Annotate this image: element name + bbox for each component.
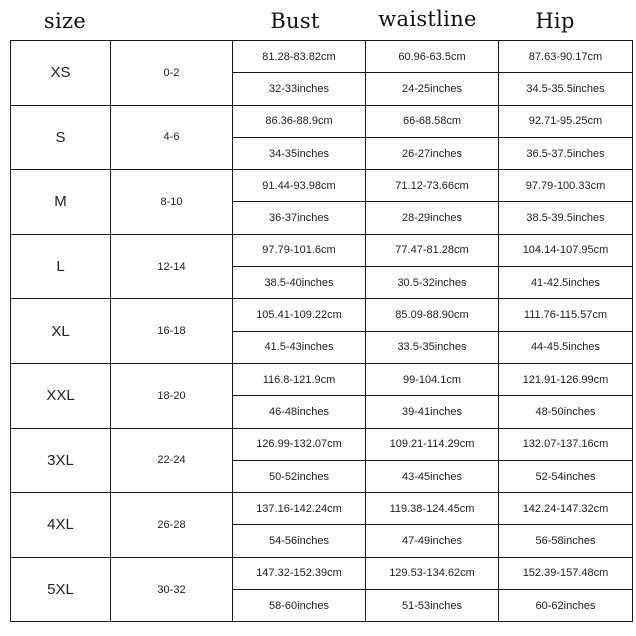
hip-cm: 87.63-90.17cm [499,41,633,73]
waist-cm: 66-68.58cm [366,105,499,137]
bust-inches: 50-52inches [233,460,366,492]
header-bust: Bust [270,9,320,33]
hip-cm: 121.91-126.99cm [499,363,633,395]
hip-cm: 92.71-95.25cm [499,105,633,137]
waist-inches: 24-25inches [366,73,499,105]
size-label: 5XL [11,557,111,622]
size-chart-body [11,41,633,622]
waist-inches: 43-45inches [366,460,499,492]
size-chart-table [10,40,633,622]
waist-cm: 77.47-81.28cm [366,234,499,266]
bust-cm: 91.44-93.98cm [233,170,366,202]
size-row [11,428,633,460]
size-label: 3XL [11,428,111,493]
bust-inches: 46-48inches [233,396,366,428]
age-range: 22-24 [111,428,233,493]
waist-inches: 33.5-35inches [366,331,499,363]
header-size: size [43,9,87,33]
age-range: 26-28 [111,493,233,558]
bust-cm: 147.32-152.39cm [233,557,366,589]
size-row [11,363,633,395]
hip-inches: 48-50inches [499,396,633,428]
size-row [11,170,633,202]
size-row [11,493,633,525]
size-row [11,299,633,331]
bust-inches: 54-56inches [233,525,366,557]
age-range: 12-14 [111,234,233,299]
waist-inches: 39-41inches [366,396,499,428]
hip-cm: 111.76-115.57cm [499,299,633,331]
age-range: 8-10 [111,170,233,235]
header-hip: Hip [535,9,575,33]
bust-inches: 41.5-43inches [233,331,366,363]
size-label: XS [11,41,111,106]
size-label: M [11,170,111,235]
waist-cm: 71.12-73.66cm [366,170,499,202]
hip-cm: 97.79-100.33cm [499,170,633,202]
waist-inches: 47-49inches [366,525,499,557]
age-range: 0-2 [111,41,233,106]
waist-inches: 30.5-32inches [366,267,499,299]
age-range: 16-18 [111,299,233,364]
size-row [11,557,633,589]
bust-cm: 81.28-83.82cm [233,41,366,73]
size-label: XL [11,299,111,364]
size-label: XXL [11,363,111,428]
hip-cm: 132.07-137.16cm [499,428,633,460]
waist-cm: 60.96-63.5cm [366,41,499,73]
bust-cm: 97.79-101.6cm [233,234,366,266]
bust-inches: 58-60inches [233,590,366,622]
age-range: 4-6 [111,105,233,170]
size-row [11,234,633,266]
hip-inches: 36.5-37.5inches [499,137,633,169]
waist-cm: 99-104.1cm [366,363,499,395]
hip-inches: 41-42.5inches [499,267,633,299]
size-label: L [11,234,111,299]
size-label: S [11,105,111,170]
hip-inches: 60-62inches [499,590,633,622]
size-label: 4XL [11,493,111,558]
hip-inches: 56-58inches [499,525,633,557]
waist-cm: 85.09-88.90cm [366,299,499,331]
age-range: 18-20 [111,363,233,428]
bust-inches: 34-35inches [233,137,366,169]
bust-cm: 116.8-121.9cm [233,363,366,395]
hip-inches: 38.5-39.5inches [499,202,633,234]
bust-cm: 105.41-109.22cm [233,299,366,331]
hip-cm: 142.24-147.32cm [499,493,633,525]
waist-inches: 28-29inches [366,202,499,234]
hip-inches: 52-54inches [499,460,633,492]
header-waistline: waistline [378,7,477,31]
bust-cm: 126.99-132.07cm [233,428,366,460]
bust-cm: 86.36-88.9cm [233,105,366,137]
hip-cm: 152.39-157.48cm [499,557,633,589]
waist-cm: 129.53-134.62cm [366,557,499,589]
waist-cm: 119.38-124.45cm [366,493,499,525]
size-row [11,105,633,137]
hip-cm: 104.14-107.95cm [499,234,633,266]
waist-cm: 109.21-114.29cm [366,428,499,460]
bust-inches: 36-37inches [233,202,366,234]
age-range: 30-32 [111,557,233,622]
bust-inches: 32-33inches [233,73,366,105]
waist-inches: 51-53inches [366,590,499,622]
bust-cm: 137.16-142.24cm [233,493,366,525]
hip-inches: 34.5-35.5inches [499,73,633,105]
size-row [11,41,633,73]
waist-inches: 26-27inches [366,137,499,169]
hip-inches: 44-45.5inches [499,331,633,363]
bust-inches: 38.5-40inches [233,267,366,299]
